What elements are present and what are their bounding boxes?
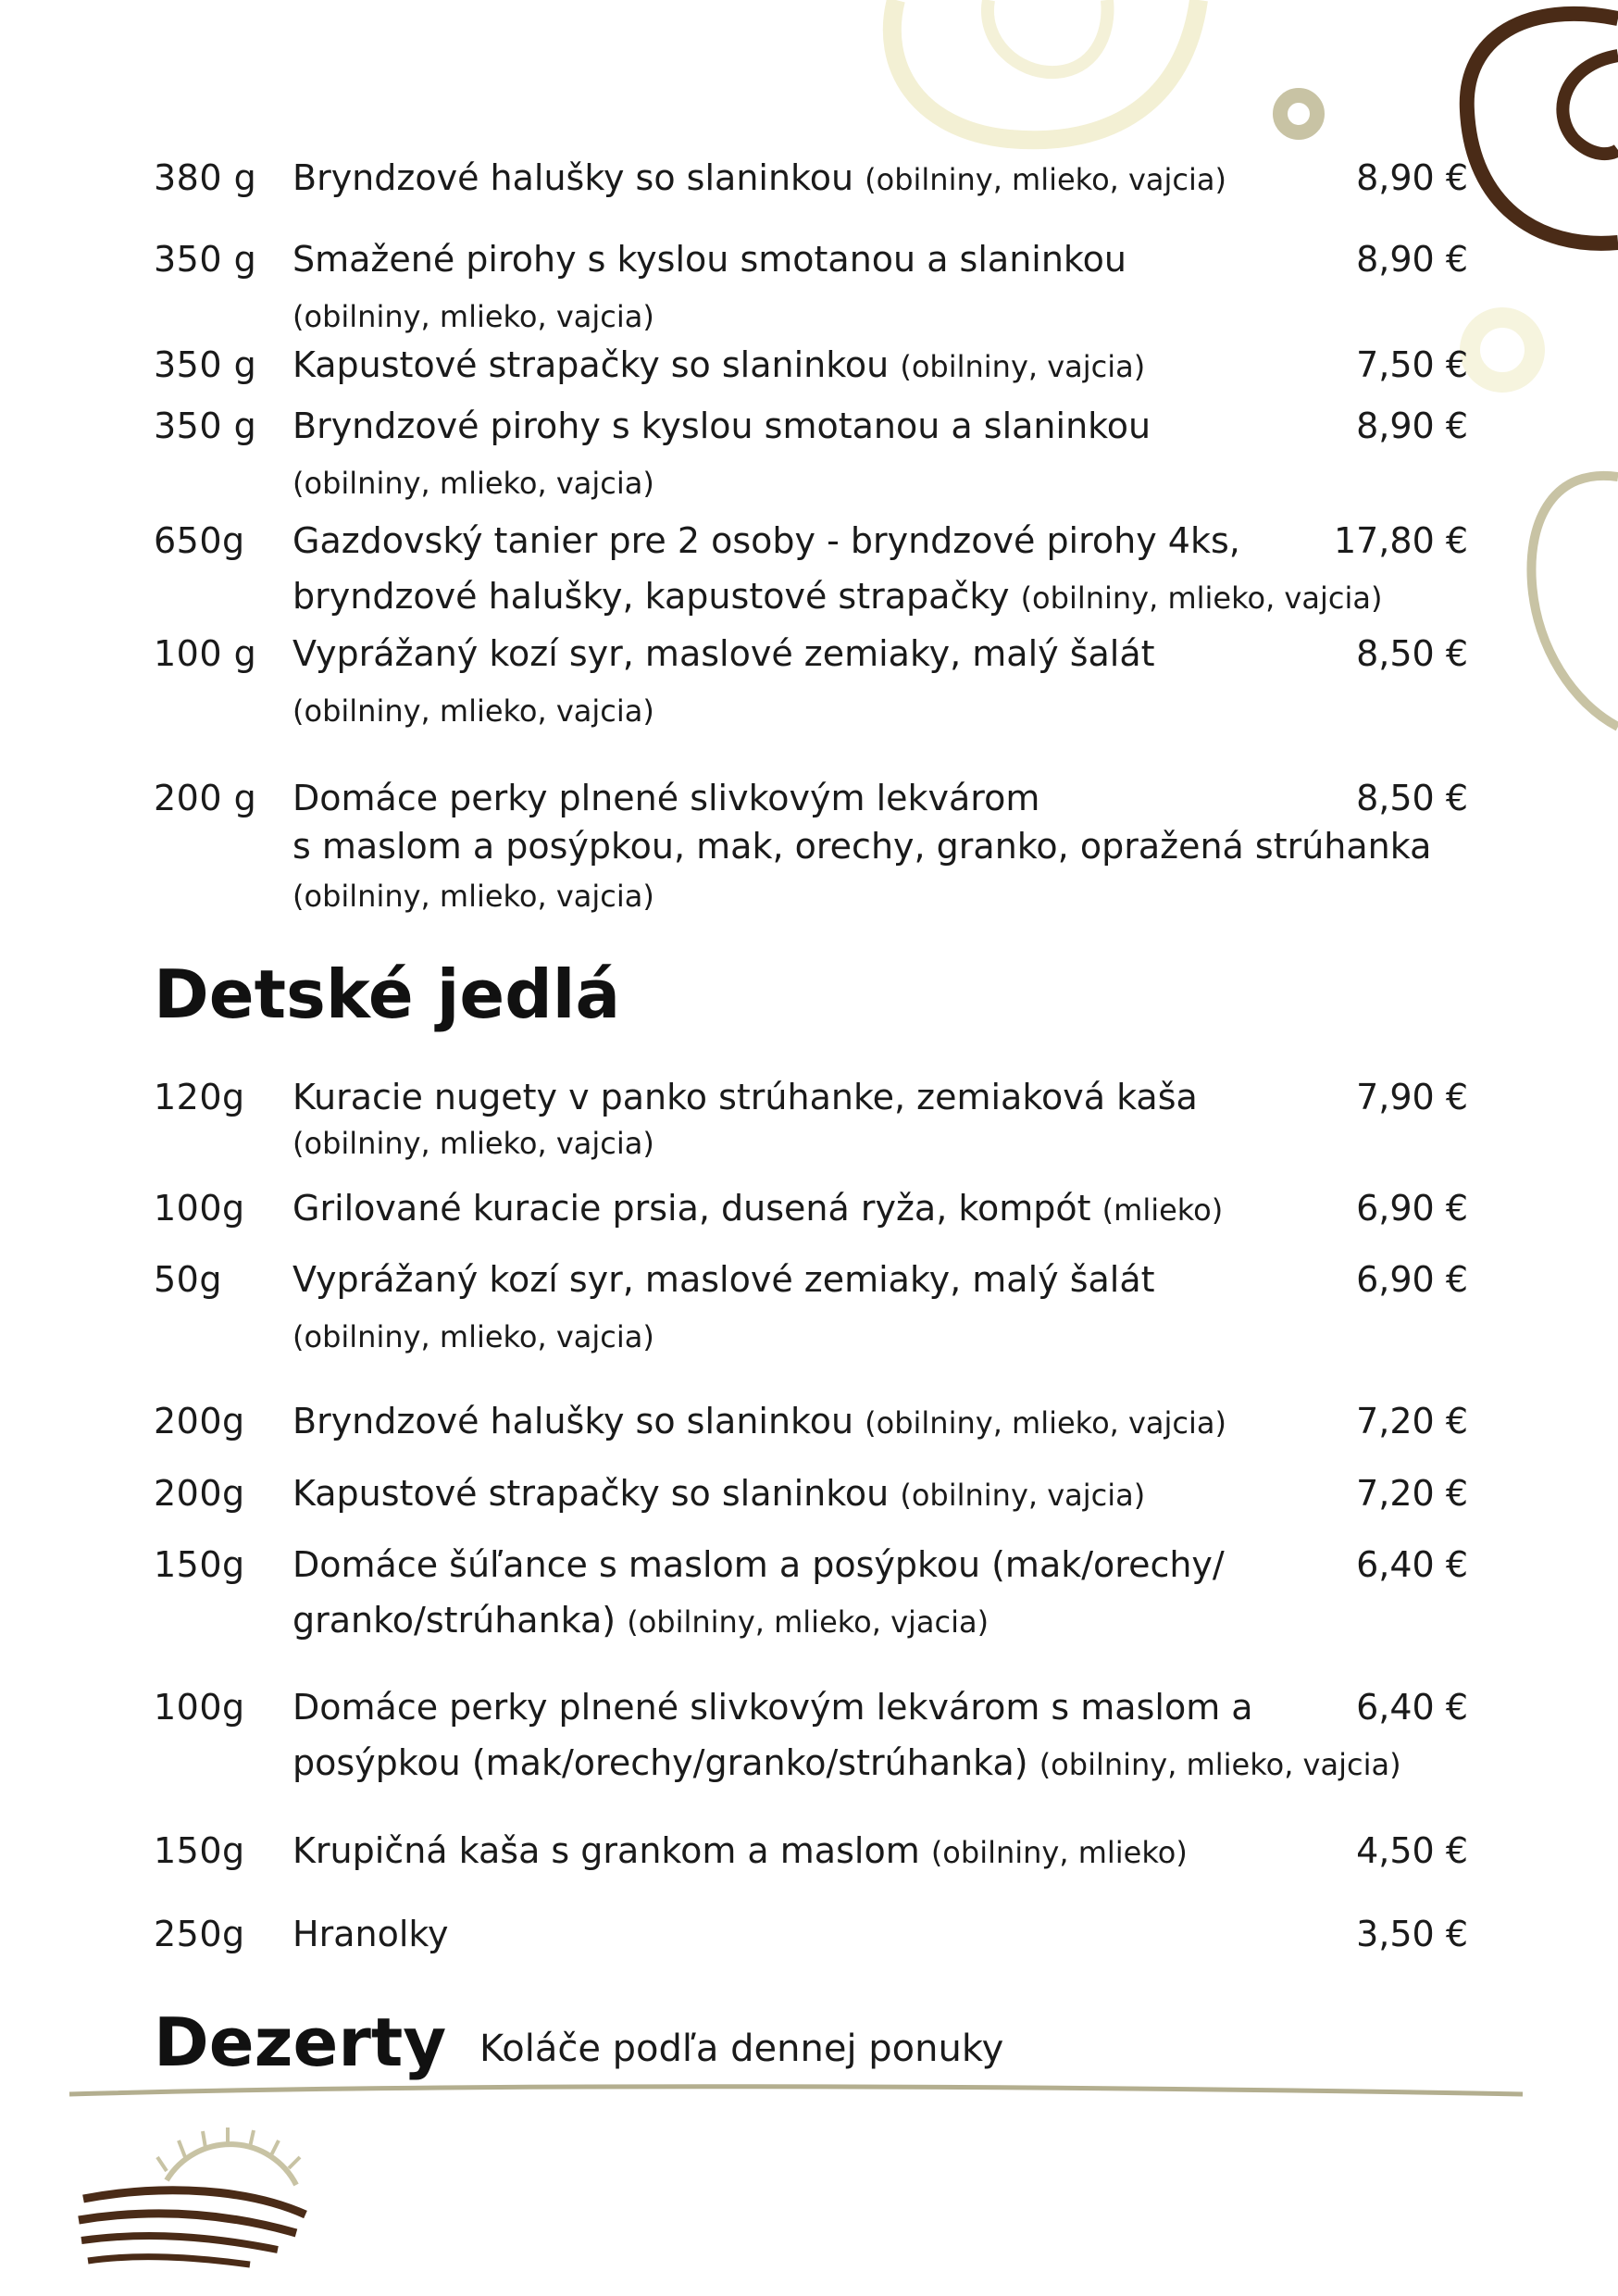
item-name-text: Domáce perky plnené slivkovým lekvárom bbox=[292, 778, 1040, 818]
item-line bbox=[154, 1823, 1468, 1878]
menu-item bbox=[154, 1393, 1468, 1449]
item-name bbox=[292, 1537, 1225, 1592]
item-name bbox=[292, 1679, 1253, 1735]
item-weight: 350 g bbox=[154, 344, 257, 385]
item-name bbox=[292, 337, 1145, 394]
item-line bbox=[154, 1906, 1468, 1962]
item-name bbox=[292, 1823, 1188, 1880]
item-line bbox=[154, 770, 1468, 818]
item-price: 4,50 € bbox=[1356, 1830, 1468, 1871]
item-weight: 200g bbox=[154, 1401, 245, 1441]
dessert-section-heading: Dezerty bbox=[154, 2003, 447, 2081]
item-weight: 650g bbox=[154, 520, 245, 561]
item-allergens: (obilniny, mlieko, vajcia) bbox=[292, 693, 654, 729]
item-line bbox=[154, 1180, 1468, 1236]
item-name-text: Bryndzové halušky so slaninkou bbox=[292, 1401, 854, 1441]
item-line bbox=[154, 867, 1468, 915]
menu-item bbox=[154, 1537, 1468, 1665]
item-price: 6,40 € bbox=[1356, 1544, 1468, 1585]
item-line bbox=[154, 150, 1468, 206]
item-line bbox=[154, 681, 1468, 755]
menu-item bbox=[154, 513, 1468, 624]
item-allergens: (obilniny, mlieko, vajcia) bbox=[292, 1319, 654, 1354]
item-weight: 50g bbox=[154, 1259, 222, 1300]
dessert-note: Koláče podľa dennej ponuky bbox=[479, 2028, 1004, 2070]
item-allergens: (obilniny, mlieko, vajcia) bbox=[1039, 1747, 1401, 1782]
item-price: 8,90 € bbox=[1356, 406, 1468, 446]
item-name bbox=[292, 150, 1226, 207]
item-name bbox=[292, 1466, 1145, 1523]
item-name-text: Domáce perky plnené slivkovým lekvárom s maslom a bbox=[292, 1687, 1253, 1728]
item-line bbox=[154, 454, 1468, 509]
item-name-text: Krupičná kaša s grankom a maslom bbox=[292, 1830, 920, 1871]
item-price: 8,90 € bbox=[1356, 157, 1468, 198]
item-name bbox=[292, 770, 1039, 826]
item-line bbox=[154, 1537, 1468, 1592]
item-price: 6,90 € bbox=[1356, 1259, 1468, 1300]
item-name-text: Kapustové strapačky so slaninkou bbox=[292, 344, 901, 385]
item-line bbox=[154, 818, 1468, 867]
item-allergens: (obilniny, mlieko, vajcia) bbox=[292, 879, 654, 914]
item-weight: 200 g bbox=[154, 778, 257, 818]
item-name bbox=[292, 513, 1240, 568]
item-name bbox=[292, 818, 1431, 874]
item-line bbox=[154, 287, 1468, 343]
menu-item bbox=[154, 1180, 1468, 1236]
item-weight: 350 g bbox=[154, 406, 257, 446]
menu-item bbox=[154, 1466, 1468, 1521]
item-price: 8,50 € bbox=[1356, 633, 1468, 674]
item-price: 6,90 € bbox=[1356, 1188, 1468, 1229]
item-price: 7,90 € bbox=[1356, 1077, 1468, 1117]
item-weight: 120g bbox=[154, 1077, 245, 1117]
menu-item bbox=[154, 1823, 1468, 1878]
item-weight: 150g bbox=[154, 1544, 245, 1585]
item-line bbox=[154, 1252, 1468, 1307]
item-weight: 100g bbox=[154, 1687, 245, 1728]
item-line bbox=[154, 513, 1468, 568]
item-weight: 100g bbox=[154, 1188, 245, 1229]
item-line bbox=[154, 1114, 1468, 1161]
item-price: 6,40 € bbox=[1356, 1687, 1468, 1728]
item-name-text: Domáce šúľance s maslom a posýpkou (mak/orechy/ bbox=[292, 1544, 1225, 1585]
item-name bbox=[292, 1307, 654, 1365]
item-name bbox=[292, 454, 654, 511]
item-weight: 380 g bbox=[154, 157, 257, 198]
menu-item bbox=[154, 1906, 1468, 1962]
item-name bbox=[292, 1592, 989, 1650]
item-weight: 200g bbox=[154, 1473, 245, 1514]
item-line bbox=[154, 1307, 1468, 1379]
item-price: 17,80 € bbox=[1333, 520, 1468, 561]
item-name bbox=[292, 867, 654, 924]
item-name-text: Kapustové strapačky so slaninkou bbox=[292, 1473, 890, 1514]
menu-item bbox=[154, 150, 1468, 206]
item-weight: 100 g bbox=[154, 633, 257, 674]
item-weight: 250g bbox=[154, 1914, 245, 1954]
item-name-text: Gazdovský tanier pre 2 osoby - bryndzové pirohy 4ks, bbox=[292, 520, 1240, 561]
item-weight: 350 g bbox=[154, 239, 257, 280]
item-allergens: (obilniny, mlieko, vajcia) bbox=[865, 162, 1226, 197]
item-name bbox=[292, 568, 1382, 626]
item-allergens: (obilniny, mlieko, vajcia) bbox=[865, 1405, 1226, 1441]
menu-item bbox=[154, 1252, 1468, 1379]
item-price: 7,50 € bbox=[1356, 344, 1468, 385]
item-allergens: (obilniny, vajcia) bbox=[900, 1478, 1146, 1513]
item-line bbox=[154, 1679, 1468, 1735]
item-name-text: Kuracie nugety v panko strúhanke, zemiaková kaša bbox=[292, 1077, 1198, 1117]
item-name bbox=[292, 287, 654, 344]
item-line bbox=[154, 231, 1468, 287]
item-name-text: Hranolky bbox=[292, 1914, 449, 1954]
item-name bbox=[292, 1735, 1401, 1792]
menu-item bbox=[154, 626, 1468, 755]
item-weight: 150g bbox=[154, 1830, 245, 1871]
item-name-text: Smažené pirohy s kyslou smotanou a slaninkou bbox=[292, 239, 1126, 280]
menu-item bbox=[154, 1679, 1468, 1807]
item-name bbox=[292, 398, 1151, 454]
menu-item bbox=[154, 337, 1468, 393]
item-line bbox=[154, 568, 1468, 624]
item-name-text: posýpkou (mak/orechy/granko/strúhanka) bbox=[292, 1742, 1028, 1783]
item-allergens: (obilniny, mlieko, vajcia) bbox=[1020, 580, 1383, 616]
item-name bbox=[292, 1393, 1226, 1451]
item-name-text: Vyprážaný kozí syr, maslové zemiaky, malý šalát bbox=[292, 1259, 1155, 1300]
item-allergens: (obilniny, mlieko) bbox=[930, 1835, 1188, 1870]
menu-item bbox=[154, 231, 1468, 343]
item-allergens: (obilniny, mlieko, vajcia) bbox=[292, 1126, 654, 1161]
item-line bbox=[154, 1592, 1468, 1665]
item-name-text: s maslom a posýpkou, mak, orechy, granko, opražená strúhanka bbox=[292, 826, 1432, 867]
menu-item bbox=[154, 398, 1468, 509]
item-price: 8,50 € bbox=[1356, 778, 1468, 818]
item-price: 8,90 € bbox=[1356, 239, 1468, 280]
item-name bbox=[292, 231, 1126, 287]
item-name bbox=[292, 1252, 1155, 1307]
item-name bbox=[292, 681, 654, 739]
item-line bbox=[154, 1393, 1468, 1449]
item-price: 7,20 € bbox=[1356, 1473, 1468, 1514]
item-name bbox=[292, 1906, 449, 1962]
item-name bbox=[292, 1114, 654, 1171]
item-allergens: (obilniny, vajcia) bbox=[900, 349, 1146, 384]
item-name bbox=[292, 626, 1155, 681]
item-name-text: bryndzové halušky, kapustové strapačky bbox=[292, 576, 1010, 617]
item-line bbox=[154, 337, 1468, 393]
kids-section-heading: Detské jedlá bbox=[154, 955, 621, 1033]
item-name-text: granko/strúhanka) bbox=[292, 1600, 616, 1641]
item-name-text: Vyprážaný kozí syr, maslové zemiaky, malý šalát bbox=[292, 633, 1155, 674]
item-name bbox=[292, 1180, 1223, 1238]
menu-item bbox=[154, 770, 1468, 915]
item-line bbox=[154, 1735, 1468, 1807]
item-line bbox=[154, 1069, 1468, 1117]
item-line bbox=[154, 1466, 1468, 1521]
item-allergens: (obilniny, mlieko, vajcia) bbox=[292, 299, 654, 334]
item-allergens: (mlieko) bbox=[1101, 1192, 1224, 1228]
item-name-text: Grilované kuracie prsia, dusená ryža, kompót bbox=[292, 1188, 1091, 1229]
item-allergens: (obilniny, mlieko, vjacia) bbox=[627, 1604, 989, 1640]
item-price: 7,20 € bbox=[1356, 1401, 1468, 1441]
item-line bbox=[154, 398, 1468, 454]
item-price: 3,50 € bbox=[1356, 1914, 1468, 1954]
item-allergens: (obilniny, mlieko, vajcia) bbox=[292, 466, 654, 501]
menu-item bbox=[154, 1069, 1468, 1161]
item-line bbox=[154, 626, 1468, 681]
item-name-text: Bryndzové pirohy s kyslou smotanou a slaninkou bbox=[292, 406, 1151, 446]
item-name-text: Bryndzové halušky so slaninkou bbox=[292, 157, 854, 198]
